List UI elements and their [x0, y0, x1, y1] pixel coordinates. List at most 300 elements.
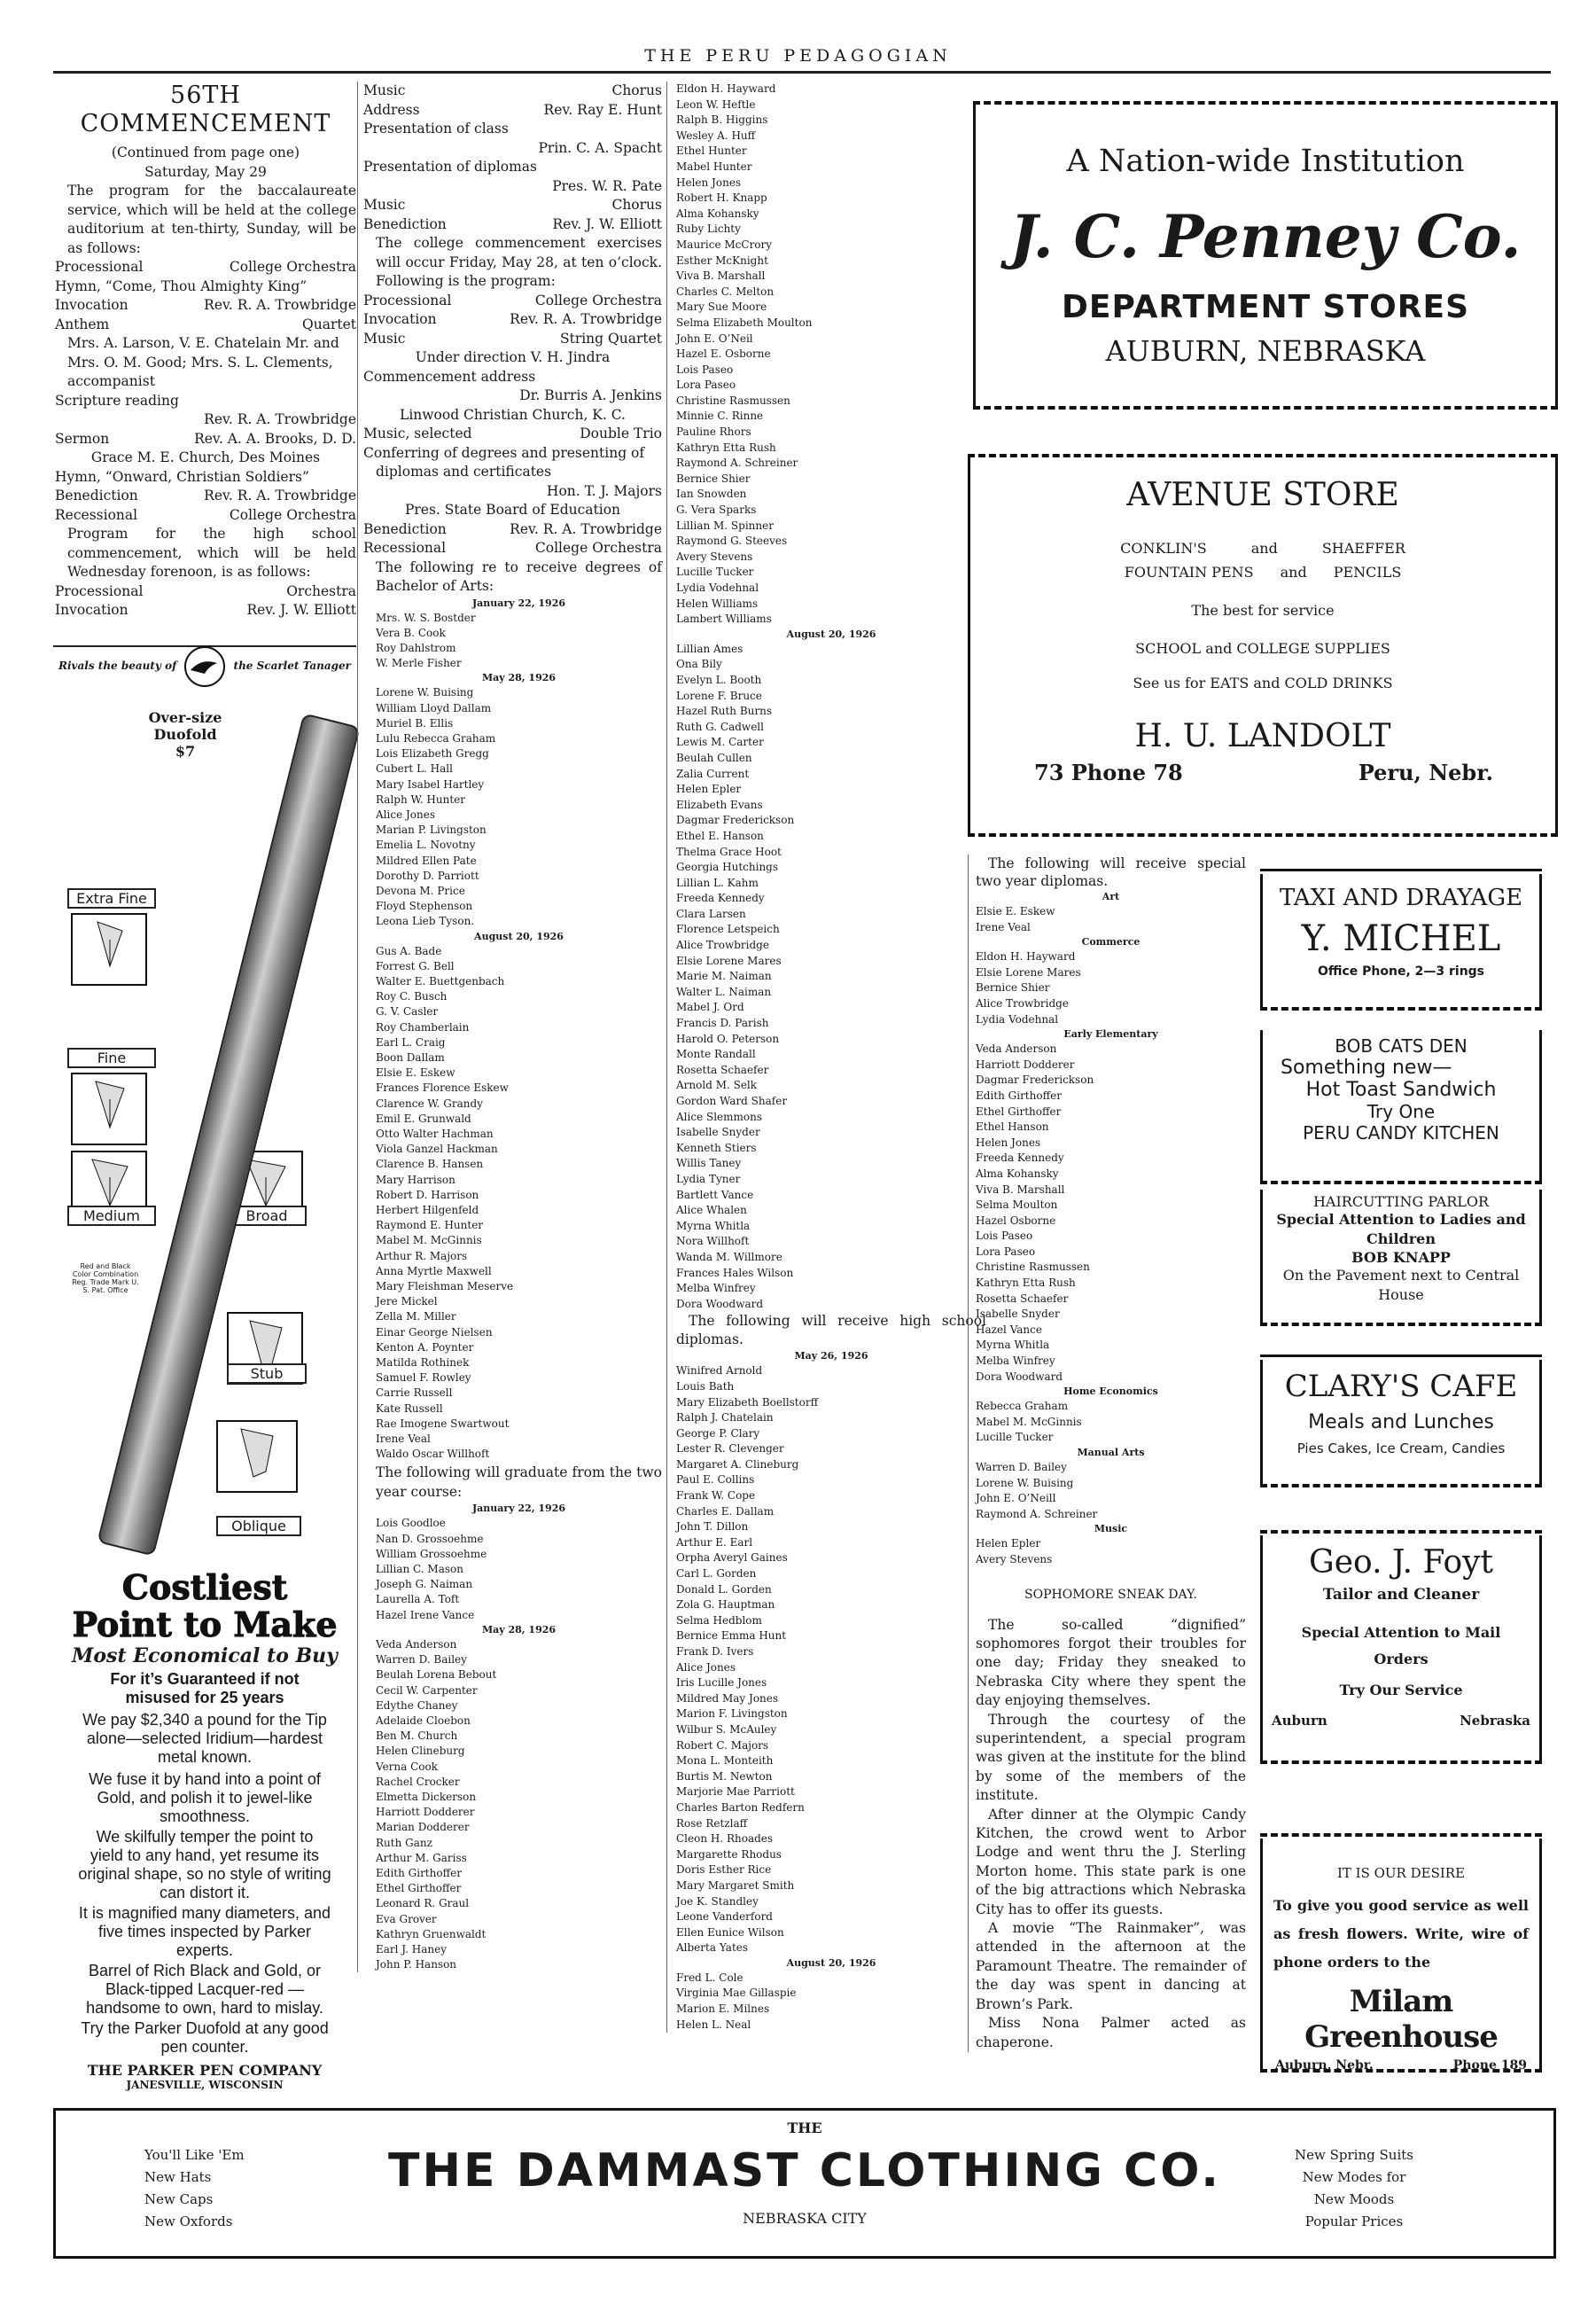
list-item: John E. O’Neill [976, 1492, 1056, 1505]
list-item: Lillian C. Mason [376, 1563, 463, 1576]
list-item: Ethel Girthoffer [976, 1105, 1062, 1118]
list-item: Joe K. Standley [676, 1894, 759, 1908]
program-item: Hymn, “Come, Thou Almighty King” [55, 277, 308, 294]
parker-top-left: Rivals the beauty of [58, 660, 177, 672]
list-item: Ethel E. Hanson [676, 829, 764, 842]
bobcats-ad [1260, 1030, 1542, 1181]
program-item: Benediction [363, 520, 447, 537]
list-item: Dagmar Frederickson [676, 814, 795, 827]
scripture-reading: Scripture reading [55, 392, 179, 409]
list-item: Lambert Williams [676, 613, 772, 626]
taxi-ad [1260, 874, 1542, 1007]
avenue-line-b [970, 564, 1555, 581]
list-item: Minnie C. Rinne [676, 410, 764, 423]
names-list-top [676, 82, 986, 628]
list-item: Helen Clineburg [376, 1745, 465, 1758]
dammast-name: THE DAMMAST CLOTHING CO. [387, 2144, 1222, 2198]
list-item: Kathryn Etta Rush [976, 1276, 1076, 1290]
recessional-by: College Orchestra [229, 506, 356, 523]
price-text: $7 [175, 743, 196, 760]
avenue-b1: FOUNTAIN PENS [1124, 564, 1254, 581]
list-item: W. Merle Fisher [376, 657, 462, 670]
avenue-a1: CONKLIN'S [1120, 540, 1207, 557]
list-item: Vera B. Cook [376, 626, 446, 639]
list-item: Donald L. Gorden [676, 1582, 772, 1596]
section-title: Commerce [1081, 936, 1141, 949]
list-item: Charles C. Melton [676, 285, 775, 298]
names-list-high-school [676, 1363, 986, 1956]
list-item: Evelyn L. Booth [676, 673, 762, 686]
list-item: Lewis M. Carter [676, 736, 764, 749]
bobcats-line-3: Try One [1366, 1101, 1436, 1122]
list-item: Leona Lieb Tyson. [376, 915, 475, 928]
list-item: Marian Dodderer [376, 1821, 470, 1834]
list-item: Selma Elizabeth Moulton [676, 316, 813, 329]
college-program [363, 292, 662, 349]
list-item: Mary Isabel Hartley [376, 777, 485, 791]
point-to-make-heading: Point to Make [72, 1604, 338, 1644]
program-performer: Rev. R. A. Trowbridge [204, 297, 356, 313]
list-item: Kenneth Stiers [676, 1141, 757, 1154]
dammast-left-item: New Hats [144, 2169, 212, 2185]
list-item: Arthur E. Earl [676, 1535, 753, 1549]
avenue-store-ad [968, 457, 1558, 833]
list-item: Ruth G. Cadwell [676, 720, 764, 733]
dammast-right-item: Popular Prices [1304, 2213, 1404, 2229]
list-item: Kate Russell [376, 1401, 443, 1415]
scarlet-tanager-icon [182, 644, 228, 690]
program-performer: College Orchestra [534, 540, 662, 556]
list-item: Bernice Shier [676, 472, 751, 485]
list-item: Mary Elizabeth Boellstorff [676, 1395, 819, 1409]
list-item: Dora Woodward [676, 1297, 764, 1310]
list-item: Alice Slemmons [676, 1110, 763, 1123]
list-item: Avery Stevens [976, 1552, 1053, 1565]
parker-paragraph-6: Try the Parker Duofold at any good pen counter. [81, 2019, 329, 2056]
list-item: Alice Jones [676, 1660, 736, 1674]
list-item: Lillian L. Kahm [676, 876, 759, 889]
list-item: Carl L. Gorden [676, 1567, 757, 1581]
dammast-right-item: New Spring Suits [1295, 2147, 1413, 2163]
list-item: Lydia Vodehnal [676, 582, 759, 594]
list-item: Hazel Vance [976, 1323, 1042, 1336]
list-date: May 28, 1926 [481, 672, 557, 684]
presentation-class: Presentation of class [363, 121, 509, 137]
dammast-left-list [144, 2144, 245, 2233]
list-item: G. Vera Sparks [676, 504, 757, 517]
state-board: Pres. State Board of Education [404, 502, 621, 518]
list-item: Lucille Tucker [676, 566, 754, 579]
baccalaureate-program [55, 258, 356, 334]
list-item: Orpha Averyl Gaines [676, 1551, 788, 1565]
list-item: Willis Taney [676, 1157, 742, 1170]
program-performer: Orchestra [286, 582, 356, 599]
commencement-headline: 56TH COMMENCEMENT [80, 82, 331, 137]
list-item: Hazel E. Osborne [676, 347, 771, 361]
parker-city: JANESVILLE, WISCONSIN [126, 2079, 284, 2091]
nib-extra-fine-icon [71, 913, 147, 986]
program-line [363, 330, 662, 349]
list-item: Irene Veal [376, 1433, 431, 1446]
special-diplomas-intro: The following will receive special two year diplomas. [976, 855, 1246, 889]
section-title: Music [1094, 1523, 1128, 1535]
bobcats-line-2: Hot Toast Sandwich [1305, 1079, 1497, 1101]
list-item: Otto Walter Hachman [376, 1128, 494, 1140]
list-item: Emelia L. Novotny [376, 839, 476, 852]
program-item: Music [363, 82, 406, 98]
list-item: Marie M. Naiman [676, 970, 772, 983]
recessional-label: Recessional [55, 506, 138, 523]
milam-name: Milam Greenhouse [1304, 1984, 1498, 2055]
list-item: Warren D. Bailey [976, 1461, 1067, 1473]
avenue-owner: H. U. LANDOLT [1134, 718, 1391, 754]
list-item: Dagmar Frederickson [976, 1073, 1094, 1087]
list-item: Marion F. Livingston [676, 1707, 788, 1721]
list-item: William Grossoehme [376, 1547, 487, 1560]
list-item: G. V. Casler [376, 1005, 439, 1019]
list-item: Georgia Hutchings [676, 861, 779, 874]
list-item: Monte Randall [676, 1048, 756, 1061]
program-item: Invocation [55, 602, 128, 618]
high-school-diplomas-intro: The following will receive high school diplomas. [676, 1313, 986, 1348]
nib-fine-icon [71, 1073, 147, 1145]
list-item: Marion E. Milnes [676, 2002, 770, 2016]
list-item: Mabel J. Ord [676, 1001, 744, 1014]
list-item: Ethel Hunter [676, 144, 747, 158]
list-item: Cubert L. Hall [376, 762, 453, 776]
penney-location: AUBURN, NEBRASKA [1105, 334, 1426, 368]
list-item: Lydia Tyner [676, 1172, 741, 1185]
list-item: Rosetta Schaefer [676, 1063, 769, 1076]
section-title: Art [1102, 891, 1120, 902]
list-item: Melba Winfrey [976, 1354, 1055, 1368]
avenue-b3: PENCILS [1333, 564, 1402, 581]
list-item: Robert H. Knapp [676, 191, 767, 205]
list-item: Leonard R. Graul [376, 1897, 470, 1910]
list-item: Kathryn Etta Rush [676, 441, 776, 454]
program-item: Benediction [363, 215, 447, 232]
list-item: Dorothy D. Parriott [376, 869, 479, 882]
list-item: Marian P. Livingston [376, 824, 487, 837]
taxi-title: TAXI AND DRAYAGE [1279, 885, 1523, 911]
foyt-top-border [1260, 1530, 1542, 1534]
benediction-by: Rev. R. A. Trowbridge [204, 488, 356, 504]
list-item: Gordon Ward Shafer [676, 1095, 788, 1107]
college-program-end [363, 520, 662, 558]
list-item: Earl L. Craig [376, 1035, 446, 1049]
avenue-place: Peru, Nebr. [1358, 760, 1493, 785]
column-2 [357, 82, 662, 1972]
list-item: John P. Hanson [376, 1958, 457, 1971]
masthead: THE PERU PEDAGOGIAN [644, 46, 952, 66]
list-item: Helen Epler [676, 783, 742, 796]
dammast-right-list [1261, 2144, 1447, 2233]
list-item: Lois Paseo [676, 363, 734, 376]
list-item: Melba Winfrey [676, 1282, 756, 1295]
sermon-line [55, 430, 356, 449]
list-item: Ruby Lichty [676, 222, 741, 236]
list-item: Margaret A. Clineburg [676, 1457, 799, 1471]
program-item: Recessional [363, 540, 447, 556]
list-item: Ona Bily [676, 658, 722, 671]
program-line [55, 258, 356, 277]
may-date: May 26, 1926 [794, 1350, 868, 1362]
program-item: Processional [55, 259, 144, 275]
list-item: Ian Snowden [676, 488, 747, 501]
parker-copy [53, 1569, 356, 2091]
list-item: Mabel M. McGinnis [976, 1415, 1082, 1428]
list-item: Margarette Rhodus [676, 1847, 782, 1861]
music-selected-label: Music, selected [363, 425, 472, 441]
list-item: Verna Cook [376, 1760, 439, 1773]
high-school-program-cont [363, 82, 662, 120]
column-1 [55, 82, 356, 621]
list-item: Nan D. Grossoehme [376, 1532, 484, 1545]
oversize-text: Over-size [148, 709, 222, 726]
list-item: Bernice Shier [976, 981, 1050, 995]
list-item: Florence Letspeich [676, 923, 780, 936]
program-performer: Rev. R. A. Trowbridge [510, 311, 662, 327]
list-item: Lorene F. Bruce [676, 689, 762, 702]
program-line [363, 292, 662, 311]
list-item: Mona L. Monteith [676, 1754, 774, 1768]
list-item: Edith Girthoffer [376, 1866, 462, 1879]
list-item: Helen Jones [976, 1136, 1041, 1149]
clary-title: CLARY'S CAFE [1284, 1369, 1518, 1404]
list-item: Cecil W. Carpenter [376, 1683, 478, 1697]
clary-cafe-ad [1260, 1360, 1542, 1484]
program-item: Music [363, 197, 406, 213]
list-item: Arnold M. Selk [676, 1079, 758, 1092]
list-item: Wesley A. Huff [676, 129, 756, 142]
list-item: Leon W. Heftle [676, 98, 756, 111]
list-item: Adelaide Cloebon [376, 1714, 471, 1727]
list-item: Roy Dahlstrom [376, 641, 456, 654]
milam-top-border [1260, 1833, 1542, 1837]
program-performer: Quartet [302, 316, 356, 332]
list-item: Helen Williams [676, 597, 759, 610]
list-item: Lydia Vodehnal [976, 1012, 1059, 1026]
college-exercises: The college commencement exercises will occur Friday, May 28, at ten o’clock. Following is the program: [376, 235, 662, 289]
sneak-paragraph-1: The so-called “dignified” sophomores forgot their troubles for one day; Friday they sneaked to Nebraska City where they spent the day enjoying themselves. [976, 1616, 1246, 1709]
list-item: Veda Anderson [976, 1042, 1057, 1056]
list-item: Winifred Arnold [676, 1364, 763, 1378]
list-item: Pauline Rhors [676, 425, 751, 439]
program-performer: Rev. J. W. Elliott [246, 602, 356, 618]
avenue-service: The best for service [1191, 602, 1335, 619]
list-item: Lorene W. Buising [376, 686, 474, 699]
program-item: Processional [55, 582, 144, 599]
continued-note: (Continued from page one) [111, 144, 300, 160]
milam-phone: Phone 189 [1452, 2058, 1527, 2073]
costliest-heading: Costliest [121, 1567, 288, 1607]
list-item: Leone Vanderford [676, 1910, 773, 1924]
music-selected-by: Double Trio [580, 425, 662, 441]
dammast-left-item: You'll Like 'Em [144, 2147, 245, 2163]
dammast-left-item: New Caps [144, 2191, 214, 2207]
oversize-label [136, 709, 234, 760]
list-item: Clara Larsen [676, 907, 746, 920]
list-item: Waldo Oscar Willhoft [376, 1448, 490, 1461]
nib-oblique-icon [216, 1420, 298, 1493]
list-item: Maurice McCrory [676, 238, 773, 251]
haircut-location: On the Pavement next to Central House [1282, 1267, 1520, 1303]
program-line [55, 316, 356, 335]
list-item: Alberta Yates [676, 1941, 749, 1955]
list-item: Eldon H. Hayward [676, 82, 776, 95]
list-item: Isabelle Snyder [976, 1308, 1060, 1321]
list-item: Harold O. Peterson [676, 1032, 780, 1045]
program-line [363, 539, 662, 558]
bobcats-line-1: Something new— [1281, 1057, 1452, 1079]
list-item: Alice Trowbridge [976, 996, 1069, 1010]
list-item: Wilbur S. McAuley [676, 1722, 777, 1736]
column-3 [666, 82, 986, 2033]
music-selected-line [363, 425, 662, 444]
taxi-bottom-border [1260, 1007, 1542, 1011]
bachelor-intro: The following re to receive degrees of Bachelor of Arts: [376, 558, 662, 594]
list-item: Doris Esther Rice [676, 1863, 772, 1877]
list-item: Robert D. Harrison [376, 1188, 479, 1201]
program-performer: Rev. J. W. Elliott [552, 215, 662, 232]
program-item: Invocation [363, 311, 437, 327]
list-item: Freeda Kennedy [676, 892, 765, 905]
foyt-title: Geo. J. Foyt [1308, 1544, 1493, 1581]
list-item: Ellen Eunice Wilson [676, 1925, 784, 1939]
list-item: Alma Kohansky [676, 207, 759, 220]
recessional-line [55, 506, 356, 526]
list-item: Virginia Mae Gillaspie [676, 1987, 797, 2000]
list-item: Raymond E. Hunter [376, 1219, 484, 1232]
list-item: Kathryn Gruenwaldt [376, 1927, 487, 1940]
parker-top-right: the Scarlet Tanager [233, 660, 351, 672]
sermon-label: Sermon [55, 430, 110, 447]
list-item: Frances Hales Wilson [676, 1266, 794, 1279]
program-line [363, 196, 662, 215]
list-item: Hazel Ruth Burns [676, 705, 772, 718]
list-item: Walter E. Buettgenbach [376, 974, 505, 988]
dammast-ad [53, 2108, 1556, 2259]
list-item: Ralph W. Hunter [376, 792, 465, 806]
program-line [363, 215, 662, 235]
list-item: Mrs. W. S. Bostder [376, 611, 476, 624]
list-item: Mildred Ellen Pate [376, 854, 477, 867]
list-item: Mary Harrison [376, 1173, 455, 1186]
taxi-owner: Y. MICHEL [1301, 918, 1501, 959]
list-item: Esther McKnight [676, 254, 768, 267]
list-item: Lora Paseo [976, 1245, 1036, 1258]
list-item: Lois Elizabeth Gregg [376, 747, 489, 761]
list-item: Roy Chamberlain [376, 1020, 470, 1034]
sneak-paragraph-2: Through the courtesy of the superintendent, a special program was given at the institute for the blind by some of the members of the institute. [976, 1711, 1246, 1804]
program-line [363, 101, 662, 121]
list-item: Helen Jones [676, 176, 742, 189]
list-item: Lois Goodloe [376, 1517, 446, 1530]
bobcats-line-4: PERU CANDY KITCHEN [1303, 1122, 1499, 1144]
penney-bottom-border [973, 406, 1558, 410]
list-item: Freeda Kennedy [976, 1152, 1064, 1165]
list-item: Elizabeth Evans [676, 798, 763, 811]
foyt-state: Nebraska [1460, 1713, 1530, 1729]
clary-bottom-border [1260, 1484, 1542, 1487]
list-item: Eva Grover [376, 1912, 437, 1925]
list-item: Cleon H. Rhoades [676, 1832, 774, 1846]
high-school-intro: Program for the high school commencement, which will be held Wednesday forenoon, is as follows: [67, 526, 356, 580]
list-item: Mary Margaret Smith [676, 1878, 795, 1892]
nib-fine: Fine [67, 1048, 156, 1068]
scripture-reader: Rev. R. A. Trowbridge [204, 411, 356, 427]
list-item: Nora Willhoft [676, 1235, 750, 1248]
list-item: Kenton A. Poynter [376, 1340, 474, 1354]
list-item: Charles Barton Redfern [676, 1800, 805, 1814]
list-item: Mary Fleishman Meserve [376, 1280, 514, 1293]
program-line [55, 277, 356, 297]
parker-paragraph-4: It is magnified many diameters, and five times inspected by Parker experts. [78, 1904, 331, 1959]
list-item: Clarence B. Hansen [376, 1158, 484, 1171]
baccalaureate-intro: The program for the baccalaureate service, which will be held at the college auditorium at ten-thirty, Sunday, will be as follows: [67, 183, 356, 256]
list-item: Ethel Girthoffer [376, 1882, 462, 1895]
high-school-program [55, 582, 356, 621]
avenue-bottom-border [968, 833, 1558, 837]
list-item: Raymond A. Schreiner [976, 1507, 1098, 1520]
list-item: Lorene W. Buising [976, 1476, 1074, 1489]
list-item: Ruth Ganz [376, 1836, 432, 1849]
list-item: Beulah Lorena Bebout [376, 1668, 497, 1682]
list-item: Zella M. Miller [376, 1310, 456, 1323]
trade-mark-note: Red and Black Color Combination Reg. Trade Mark U. S. Pat. Office [72, 1262, 139, 1294]
avenue-title: AVENUE STORE [1126, 477, 1399, 513]
parker-paragraph-5: Barrel of Rich Black and Gold, or Black-tipped Lacquer-red — handsome to own, hard to mislay. [86, 1962, 323, 2017]
list-item: Jere Mickel [376, 1295, 438, 1308]
milam-line-2: To give you good service as well as fresh flowers. Write, wire of phone orders to the [1273, 1897, 1529, 1971]
list-item: Charles E. Dallam [676, 1504, 775, 1518]
benediction-label: Benediction [55, 488, 138, 504]
list-item: Matilda Rothinek [376, 1356, 470, 1370]
haircut-line-1: Special Attention to Ladies and Children [1276, 1211, 1526, 1247]
dammast-left-item: New Oxfords [144, 2213, 233, 2229]
list-item: Raymond G. Steeves [676, 535, 788, 548]
list-item: Harriott Dodderer [376, 1806, 475, 1819]
avenue-eats: See us for EATS and COLD DRINKS [1133, 675, 1393, 691]
list-item: Paul E. Collins [676, 1473, 755, 1487]
sermon-church: Grace M. E. Church, Des Moines [90, 449, 321, 465]
list-item: Bartlett Vance [676, 1188, 754, 1201]
list-item: Rosetta Schaefer [976, 1292, 1069, 1305]
list-item: Lester R. Clevenger [676, 1442, 784, 1456]
list-item: Einar George Nielsen [376, 1325, 493, 1339]
list-item: Edith Girthoffer [976, 1089, 1062, 1102]
dammast-right-item: New Modes for [1302, 2169, 1406, 2185]
program-line [55, 582, 356, 602]
list-item: Isabelle Snyder [676, 1126, 760, 1139]
list-item: Helen L. Neal [676, 2018, 751, 2031]
list-item: Ralph B. Higgins [676, 113, 768, 127]
nib-oblique: Oblique [216, 1516, 301, 1536]
commencement-address: Commencement address [363, 368, 536, 385]
avenue-b2: and [1280, 564, 1307, 581]
august-date: August 20, 1926 [786, 628, 876, 640]
program-line [55, 601, 356, 621]
list-item: Lois Paseo [976, 1230, 1033, 1243]
list-item: Arthur M. Gariss [376, 1851, 467, 1864]
list-item: Louis Bath [676, 1379, 735, 1393]
avenue-footer [970, 760, 1555, 785]
list-item: Alice Jones [376, 808, 436, 821]
list-item: Muriel B. Ellis [376, 716, 454, 730]
list-item: Elmetta Dickerson [376, 1790, 477, 1803]
list-item: Forrest G. Bell [376, 959, 455, 972]
list-item: George P. Clary [676, 1426, 760, 1440]
